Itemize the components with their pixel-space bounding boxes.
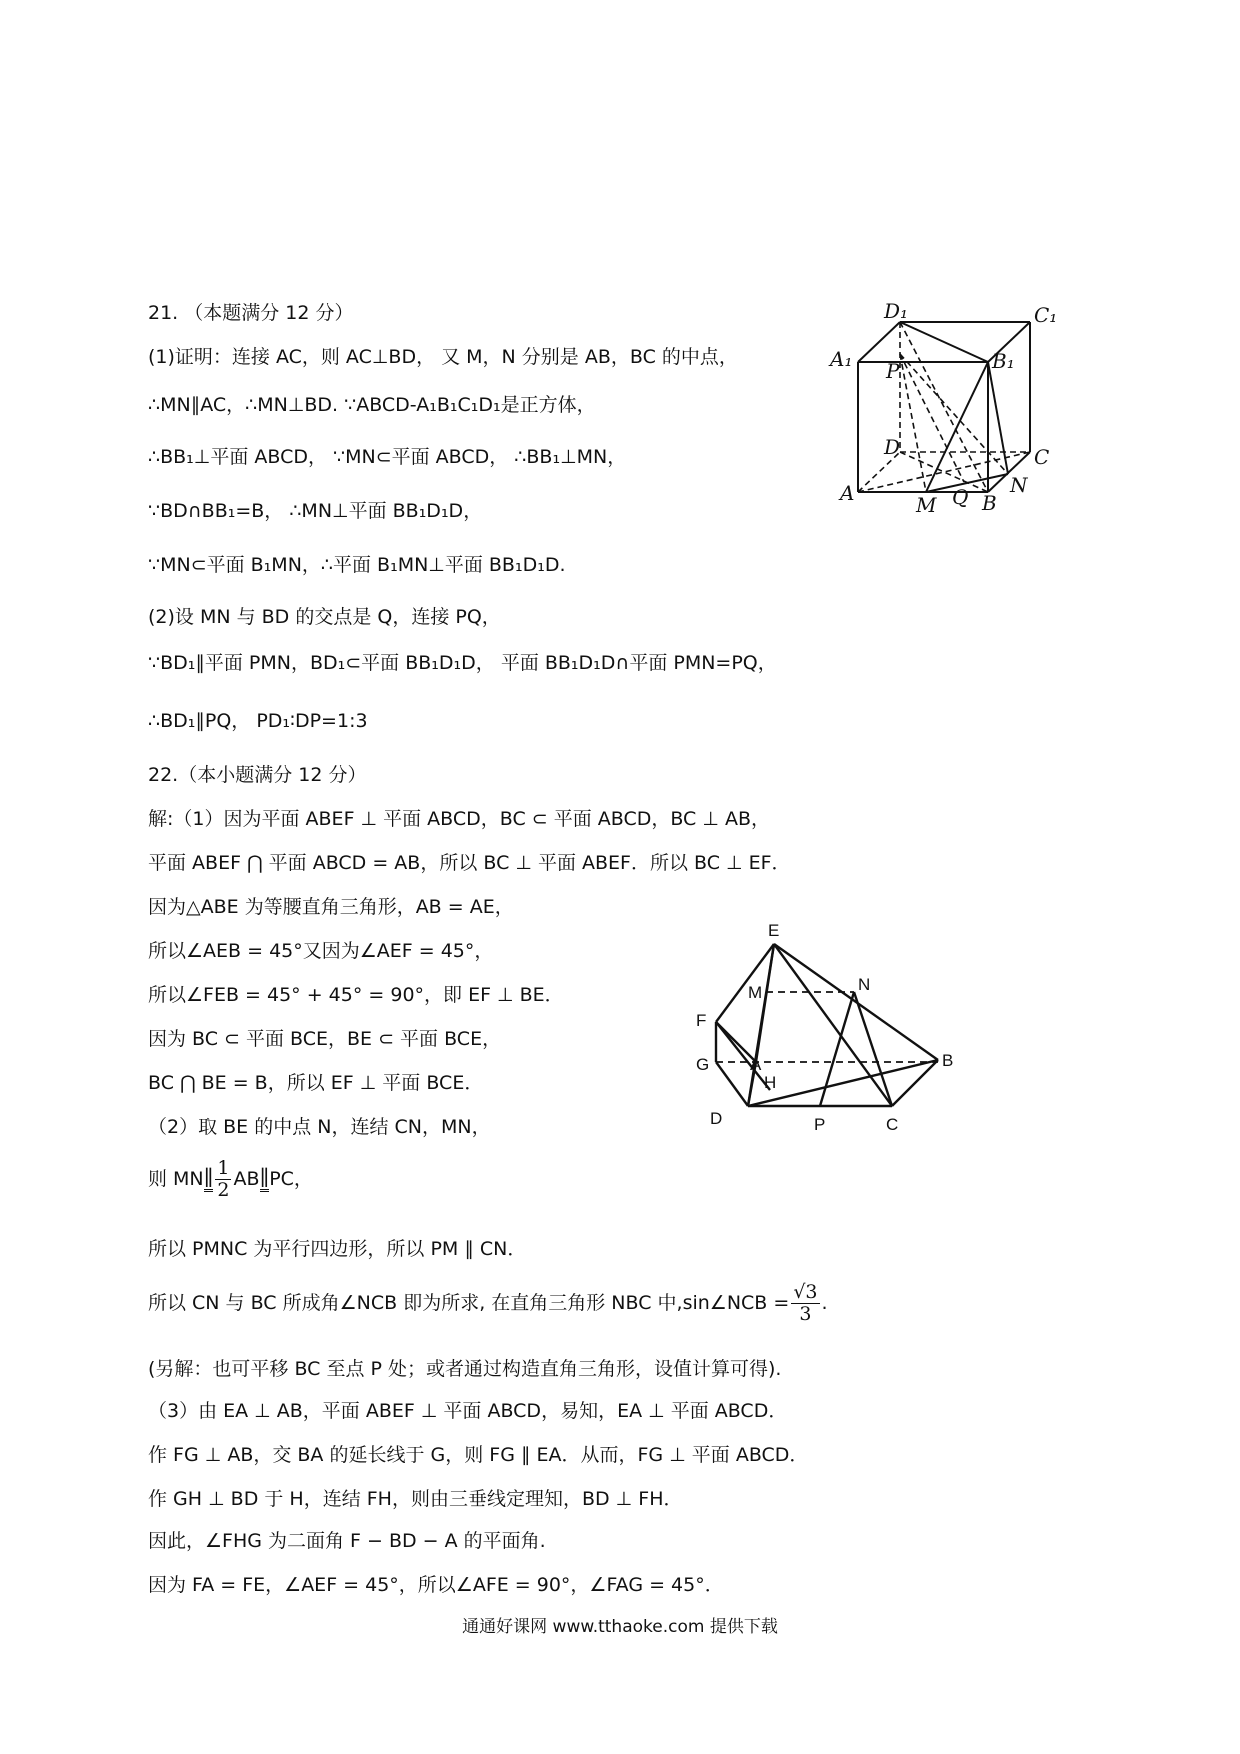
fraction-numerator: 1 <box>217 1157 230 1179</box>
edge-e-c <box>774 944 892 1106</box>
label-q: Q <box>952 485 969 509</box>
edge-e-b <box>774 944 938 1060</box>
q21-line-5: ∵MN⊂平面 B₁MN，∴平面 B₁MN⊥平面 BB₁D₁D. <box>148 554 566 576</box>
label-m: M <box>916 493 937 516</box>
q22-line-1: 解:（1）因为平面 ABEF ⊥ 平面 ABCD，BC ⊂ 平面 ABCD，BC ⊥ AB， <box>148 808 770 830</box>
label-p: P <box>886 359 900 383</box>
q21-line-8: ∴BD₁∥PQ， PD₁∶DP=1:3 <box>148 710 368 732</box>
parallel-equal-symbol: ∥ <box>203 1165 214 1190</box>
edge-m-b1 <box>926 362 988 492</box>
label-b: B <box>942 1051 954 1070</box>
edge-d1-b1 <box>900 322 988 362</box>
label-b1: B₁ <box>992 349 1015 373</box>
q22-line-6: 因为 BC ⊂ 平面 BCE，BE ⊂ 平面 BCE， <box>148 1028 502 1050</box>
label-b: B <box>982 491 997 515</box>
label-d: D <box>884 435 901 459</box>
edge-c-b <box>892 1060 938 1106</box>
q22-line-17: 因为 FA = FE，∠AEF = 45°，所以∠AFE = 90°，∠FAG = 45°． <box>148 1574 724 1596</box>
q22-line-16: 因此，∠FHG 为二面角 F − BD − A 的平面角. <box>148 1530 546 1552</box>
footer-source: 通通好课网 www.tthaoke.com 提供下载 <box>462 1617 778 1637</box>
q22-line-7: BC ⋂ BE = B，所以 EF ⊥ 平面 BCE． <box>148 1072 484 1094</box>
q22-line-15: 作 GH ⊥ BD 于 H，连结 FH，则由三垂线定理知，BD ⊥ FH． <box>148 1488 683 1510</box>
label-f: F <box>696 1011 707 1030</box>
seg-p-q <box>900 354 964 482</box>
q22-line-4: 所以∠AEB = 45°又因为∠AEF = 45°， <box>148 940 494 962</box>
label-n: N <box>858 975 871 994</box>
q21-header: 21. （本题满分 12 分） <box>148 302 354 324</box>
label-a: A <box>840 481 855 505</box>
label-d1: D₁ <box>884 299 909 323</box>
label-c: C <box>1034 445 1050 469</box>
label-h: H <box>764 1073 777 1092</box>
q21-line-4: ∵BD∩BB₁=B， ∴MN⊥平面 BB₁D₁D， <box>148 500 483 522</box>
q21-line-1: (1)证明：连接 AC，则 AC⊥BD， 又 M，N 分别是 AB，BC 的中点， <box>148 346 738 368</box>
q22-line-13: （3）由 EA ⊥ AB，平面 ABEF ⊥ 平面 ABCD，易知，EA ⊥ 平面 ABCD． <box>148 1400 788 1422</box>
edge-f-h <box>716 1022 770 1090</box>
seg-p-m <box>900 354 926 492</box>
label-m: M <box>748 983 763 1002</box>
q21-line-2: ∴MN∥AC，∴MN⊥BD. ∵ABCD-A₁B₁C₁D₁是正方体， <box>148 394 596 416</box>
q21-line-6: (2)设 MN 与 BD 的交点是 Q，连接 PQ， <box>148 606 501 628</box>
q22-line-9-mid: AB <box>233 1167 260 1190</box>
cube-figure <box>826 296 1066 516</box>
q22-line-3: 因为△ABE 为等腰直角三角形，AB = AE， <box>148 896 514 918</box>
edge-a1-d1 <box>858 322 900 362</box>
edge-n-c <box>854 992 892 1106</box>
q22-line-8: （2）取 BE 的中点 N，连结 CN，MN， <box>148 1116 491 1138</box>
label-d: D <box>710 1109 723 1128</box>
q22-header: 22.（本小题满分 12 分） <box>148 764 367 786</box>
label-p: P <box>814 1115 826 1134</box>
q22-line-11 <box>148 1282 828 1325</box>
label-g: G <box>696 1055 710 1074</box>
q21-line-7: ∵BD₁∥平面 PMN，BD₁⊂平面 BB₁D₁D， 平面 BB₁D₁D∩平面 PMN=PQ， <box>148 652 777 674</box>
q22-line-9-start: 则 MN <box>148 1167 204 1190</box>
q22-line-10: 所以 PMNC 为平行四边形，所以 PM ∥ CN． <box>148 1238 527 1260</box>
diag-d1-b <box>900 322 988 492</box>
edge-f-e <box>716 944 774 1022</box>
q22-line-9-end: PC， <box>269 1167 313 1190</box>
label-c: C <box>886 1115 899 1134</box>
fraction-numerator-2: √3 <box>793 1281 818 1303</box>
q22-line-11-end: . <box>821 1291 828 1314</box>
parallel-equal-symbol-2: ∥ <box>259 1165 270 1190</box>
fraction-denominator: 2 <box>217 1178 230 1201</box>
edge-g-d <box>716 1062 748 1106</box>
q22-line-14: 作 FG ⊥ AB，交 BA 的延长线于 G，则 FG ∥ EA．从而，FG ⊥ 平面 ABCD． <box>148 1444 809 1466</box>
edge-n-p <box>820 992 854 1106</box>
q22-line-11-text: 所以 CN 与 BC 所成角∠NCB 即为所求, 在直角三角形 NBC 中, <box>148 1291 683 1314</box>
label-a: A <box>750 1055 762 1074</box>
label-a1: A₁ <box>830 347 853 371</box>
fraction-sqrt3-over-3 <box>791 1282 819 1325</box>
diag-d-b <box>900 452 988 492</box>
q22-line-12: (另解：也可平移 BC 至点 P 处；或者通过构造直角三角形，设值计算可得). <box>148 1358 782 1380</box>
edge-d-b <box>748 1060 938 1106</box>
q22-line-5: 所以∠FEB = 45° + 45° = 90°，即 EF ⊥ BE． <box>148 984 564 1006</box>
label-c1: C₁ <box>1034 303 1058 327</box>
label-e: E <box>768 921 780 940</box>
fraction-denominator-2: 3 <box>799 1302 812 1325</box>
solid-figure <box>688 920 958 1140</box>
fraction-one-half <box>215 1158 231 1201</box>
q22-line-2: 平面 ABEF ⋂ 平面 ABCD = AB，所以 BC ⊥ 平面 ABEF．所以 BC ⊥ EF． <box>148 852 791 874</box>
q22-line-11-sin: sin∠NCB = <box>682 1291 790 1314</box>
label-n: N <box>1010 473 1028 497</box>
q22-line-9 <box>148 1158 313 1201</box>
q21-line-3: ∴BB₁⊥平面 ABCD， ∵MN⊂平面 ABCD， ∴BB₁⊥MN， <box>148 446 627 468</box>
